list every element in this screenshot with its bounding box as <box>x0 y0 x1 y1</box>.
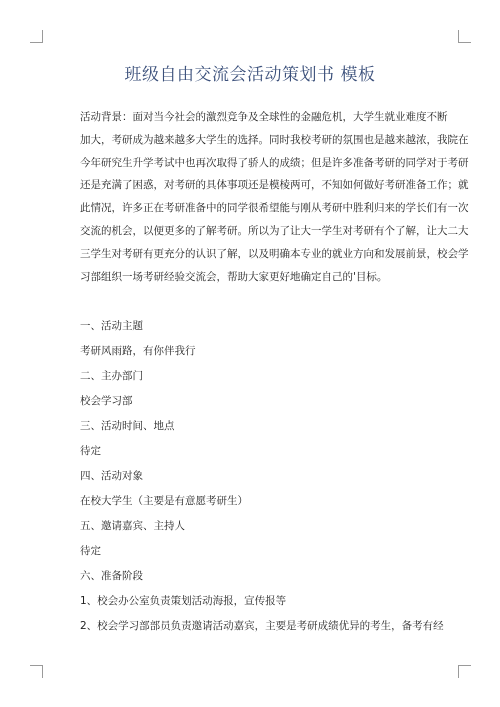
section-heading-time-place: 三、活动时间、地点 <box>80 420 175 432</box>
section-text-prep-1: 1、校会办公室负责策划活动海报，宣传报等 <box>80 595 287 607</box>
section-text-time-place: 待定 <box>80 445 101 457</box>
section-text-guests: 待定 <box>80 545 101 557</box>
section-heading-preparation: 六、准备阶段 <box>80 570 143 582</box>
intro-line: 习部组织一场考研经验交流会，帮助大家更好地确定自己的'目标。 <box>80 270 388 283</box>
section-text-prep-2: 2、校会学习部部员负责邀请活动嘉宾，主要是考研成绩优异的考生，备考有经 <box>80 620 444 632</box>
section-heading-guests: 五、邀请嘉宾、主持人 <box>80 520 185 532</box>
intro-line: 三学生对考研有更充分的认识了解，以及明确本专业的就业方向和发展前景，校会学 <box>80 247 469 260</box>
crop-mark-top-right <box>458 30 471 43</box>
section-heading-organizer: 二、主办部门 <box>80 370 143 382</box>
intro-line: 还是充满了困惑，对考研的具体事项还是模棱两可，不知如何做好考研准备工作；就 <box>80 179 469 192</box>
section-text-organizer: 校会学习部 <box>80 395 133 407</box>
intro-line: 活动背景：面对当今社会的激烈竞争及全球性的金融危机，大学生就业难度不断 <box>80 111 448 123</box>
crop-mark-bottom-left <box>30 665 43 678</box>
section-text-audience: 在校大学生（主要是有意愿考研生） <box>80 495 248 507</box>
intro-line: 今年研究生升学考试中也再次取得了骄人的成绩；但是许多准备考研的同学对于考研 <box>80 156 469 169</box>
intro-paragraph <box>80 106 469 288</box>
intro-line: 加大，考研成为越来越多大学生的选择。同时我校考研的氛围也是越来越浓，我院在 <box>80 133 469 146</box>
intro-line: 此情况，许多正在考研准备中的同学很希望能与刚从考研中胜利归来的学长们有一次 <box>80 202 469 215</box>
section-heading-theme: 一、活动主题 <box>80 320 143 332</box>
crop-mark-bottom-right <box>458 665 471 678</box>
document-title: 班级自由交流会活动策划书 模板 <box>124 65 376 85</box>
intro-line: 交流的机会，以便更多的了解考研。所以为了让大一学生对考研有个了解，让大二大 <box>80 224 469 237</box>
section-text-theme: 考研风雨路，有你伴我行 <box>80 345 196 357</box>
crop-mark-top-left <box>30 30 43 43</box>
section-heading-audience: 四、活动对象 <box>80 470 143 482</box>
